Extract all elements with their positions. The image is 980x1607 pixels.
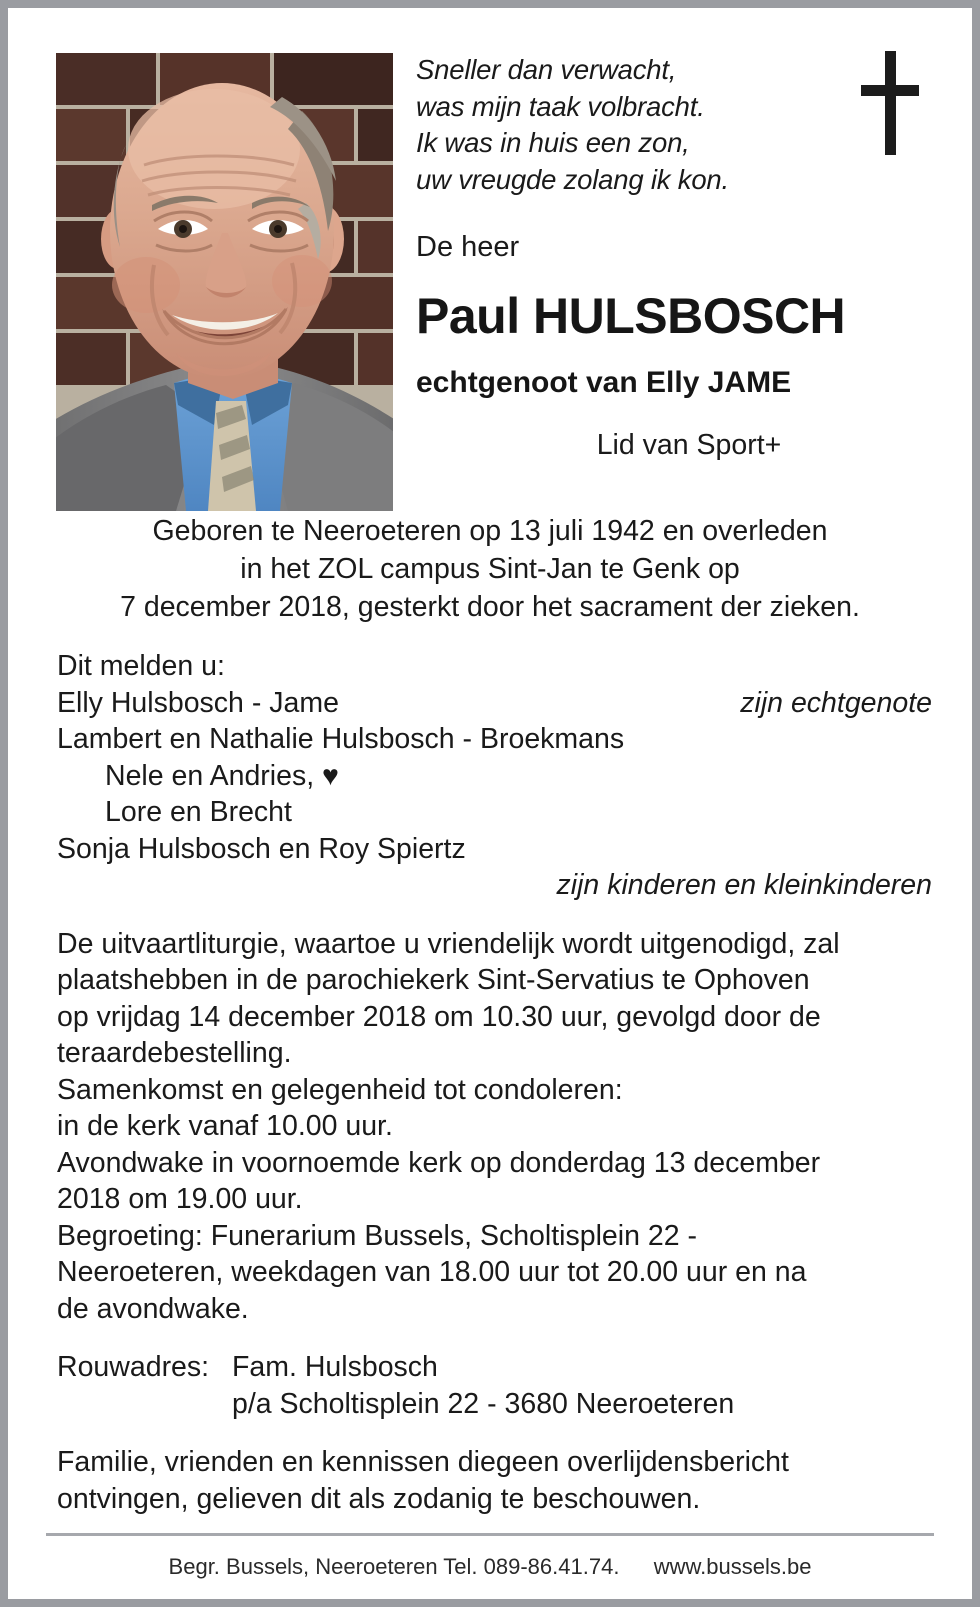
service-line: teraardebestelling. [57,1037,292,1069]
spouse-of-line: echtgenoot van Elly JAME [416,366,792,399]
mourning-address-line: Fam. Hulsbosch [232,1351,438,1383]
birth-death-block [8,512,972,626]
service-line: de avondwake. [57,1292,249,1325]
birth-death-line: 7 december 2018, gesterkt door het sacrament der zieken. [120,591,860,623]
memorial-body [8,648,972,1517]
family-member: Lambert en Nathalie Hulsbosch - Broekmans [57,723,625,755]
poem-line: was mijn taak volbracht. [416,90,705,122]
service-line: Samenkomst en gelegenheid tot condoleren: [57,1073,623,1106]
portrait-photo-image [56,53,393,511]
service-line: op vrijdag 14 december 2018 om 10.30 uur, gevolgd door de [57,1000,821,1033]
header-section [8,8,972,478]
service-line: Avondwake in voornoemde kerk op donderdag 13 december [57,1146,821,1179]
header-right-column [416,8,962,464]
service-line: in de kerk vanaf 10.00 uur. [57,1110,393,1142]
family-member: Sonja Hulsbosch en Roy Spiertz [57,832,466,865]
general-notice [57,1444,932,1517]
children-relation-label: zijn kinderen en kleinkinderen [556,869,932,901]
mourning-address-label: Rouwadres: [57,1351,210,1383]
portrait-photo [56,53,393,511]
honorific-label: De heer [416,231,520,263]
spouse-row [57,685,932,722]
undertaker-website[interactable]: www.bussels.be [653,1554,812,1579]
notice-line: ontvingen, gelieven dit als zodanig te beschouwen. [57,1482,701,1515]
announcement-intro: Dit melden u: [57,650,225,682]
notice-line: Familie, vrienden en kennissen diegeen overlijdensbericht [57,1446,789,1478]
memorial-card-inner [8,8,972,1599]
poem-line: uw vreugde zolang ik kon. [416,163,729,195]
mourning-address [57,1349,932,1422]
mourning-address-lines [232,1349,932,1422]
birth-death-line: in het ZOL campus Sint-Jan te Genk op [240,553,740,585]
memorial-poem [416,8,962,198]
service-line: 2018 om 19.00 uur. [57,1183,303,1215]
poem-line: Sneller dan verwacht, [416,54,677,85]
deceased-name: Paul HULSBOSCH [416,288,846,344]
service-line: Begroeting: Funerarium Bussels, Scholtisplein 22 - [57,1219,697,1252]
poem-line: Ik was in huis een zon, [416,127,690,158]
undertaker-info: Begr. Bussels, Neeroeteren Tel. 089-86.41.74. [168,1554,620,1579]
membership-line: Lid van Sport+ [596,429,782,461]
family-member: Nele en Andries, ♥ [105,759,339,792]
family-member: Lore en Brecht [105,796,292,828]
mourning-address-line: p/a Scholtisplein 22 - 3680 Neeroeteren [232,1387,735,1420]
service-details [57,926,932,1328]
service-line: Neeroeteren, weekdagen van 18.00 uur tot 20.00 uur en na [57,1256,807,1288]
footer [8,1536,972,1582]
spouse-name: Elly Hulsbosch - Jame [57,686,339,719]
birth-death-line: Geboren te Neeroeteren op 13 juli 1942 en overleden [152,515,828,547]
service-line: plaatshebben in de parochiekerk Sint-Servatius te Ophoven [57,964,810,996]
spouse-relation-label: zijn echtgenote [740,686,932,719]
service-line: De uitvaartliturgie, waartoe u vriendelijk wordt uitgenodigd, zal [57,927,840,960]
